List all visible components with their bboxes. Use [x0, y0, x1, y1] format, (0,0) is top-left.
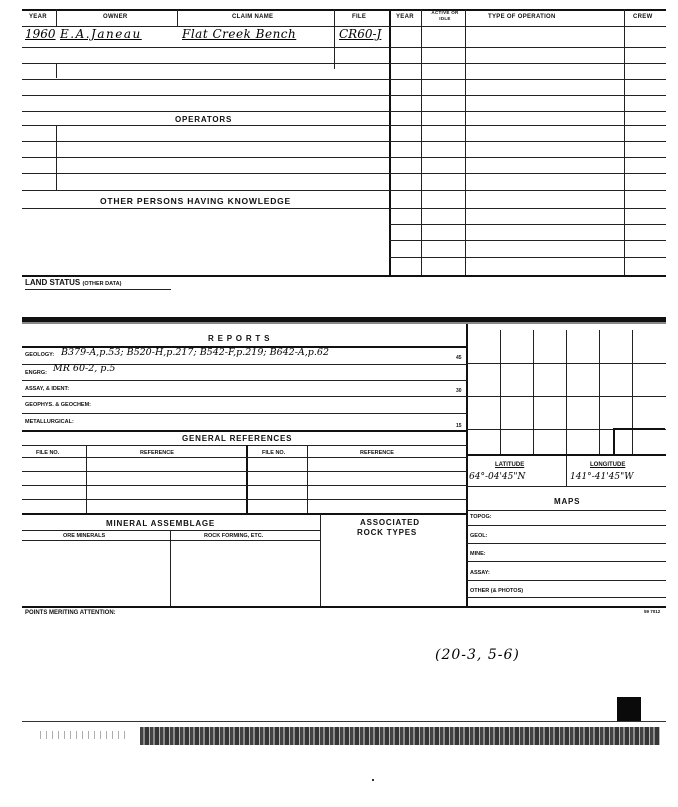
operators-title: OPERATORS [175, 115, 233, 124]
mineral-assemblage-title: MINERAL ASSEMBLAGE [106, 519, 216, 528]
margin-15: 15 [456, 423, 462, 429]
points-meriting-attention: POINTS MERITING ATTENTION: [25, 610, 116, 616]
metallurgical-label: METALLURGICAL: [25, 419, 74, 425]
geology-value: B379-A,p.53; B520-H,p.217; B542-F,p.219; B642-A,p.62 [61, 347, 329, 358]
rock-forming-header: ROCK FORMING, ETC. [204, 533, 264, 539]
active-idle-header: ACTIVE OR IDLE [431, 10, 459, 21]
scan-noise-band-left [40, 731, 130, 739]
type-operation-header: TYPE OF OPERATION [488, 14, 556, 20]
gr-reference-2: REFERENCE [360, 450, 394, 456]
gr-file-no-2: FILE NO. [262, 450, 286, 456]
scan-corner-block [617, 697, 641, 721]
entry-year: 1960 [25, 27, 56, 41]
margin-45: 45 [456, 355, 462, 361]
land-status-title: LAND STATUS [25, 278, 81, 287]
maps-assay: ASSAY: [470, 570, 490, 576]
crew-header: CREW [633, 14, 653, 20]
entry-owner: E.A.Janeau [60, 27, 142, 41]
land-status [25, 278, 121, 287]
year-header: YEAR [29, 14, 47, 20]
scan-dot [372, 779, 374, 781]
form-number: 59 7012 [644, 609, 661, 614]
ore-minerals-header: ORE MINERALS [63, 533, 106, 539]
gr-reference-1: REFERENCE [140, 450, 174, 456]
file-header: FILE [352, 14, 367, 20]
longitude-value: 141°-41'45"W [570, 472, 634, 482]
engrg-label: ENGRG: [25, 370, 47, 376]
owner-header: OWNER [103, 14, 128, 20]
scan-edge-line [22, 721, 666, 722]
ops-year-header: YEAR [396, 14, 414, 20]
entry-file: CR60-J [339, 27, 382, 41]
maps-title: MAPS [554, 497, 581, 506]
associated-title: ASSOCIATED [360, 518, 420, 527]
entry-claim-name: Flat Creek Bench [182, 27, 297, 41]
maps-geol: GEOL: [470, 533, 488, 539]
rock-types-title: ROCK TYPES [357, 528, 418, 537]
geophys-label: GEOPHYS. & GEOCHEM: [25, 402, 92, 408]
maps-topog: TOPOG: [470, 514, 492, 520]
other-persons-title: OTHER PERSONS HAVING KNOWLEDGE [100, 196, 292, 206]
land-status-subtitle: (OTHER DATA) [82, 281, 122, 287]
scan-noise-band [140, 727, 660, 745]
assay-ident-label: ASSAY, & IDENT: [25, 386, 70, 392]
engrg-value: MR 60-2, p.5 [53, 363, 116, 374]
margin-30: 30 [456, 388, 462, 394]
maps-other: OTHER (& PHOTOS) [470, 588, 524, 594]
general-references-title: GENERAL REFERENCES [182, 434, 293, 443]
gr-file-no-1: FILE NO. [36, 450, 60, 456]
latitude-value: 64°-04'45"N [469, 472, 526, 482]
latitude-label: LATITUDE [495, 462, 525, 468]
claim-name-header: CLAIM NAME [232, 14, 274, 20]
longitude-label: LONGITUDE [590, 462, 626, 468]
reports-title: R E P O R T S [208, 334, 271, 343]
maps-mine: MINE: [470, 551, 486, 557]
geology-label: GEOLOGY: [25, 352, 55, 358]
handwritten-code: (20-3, 5-6) [435, 647, 520, 663]
